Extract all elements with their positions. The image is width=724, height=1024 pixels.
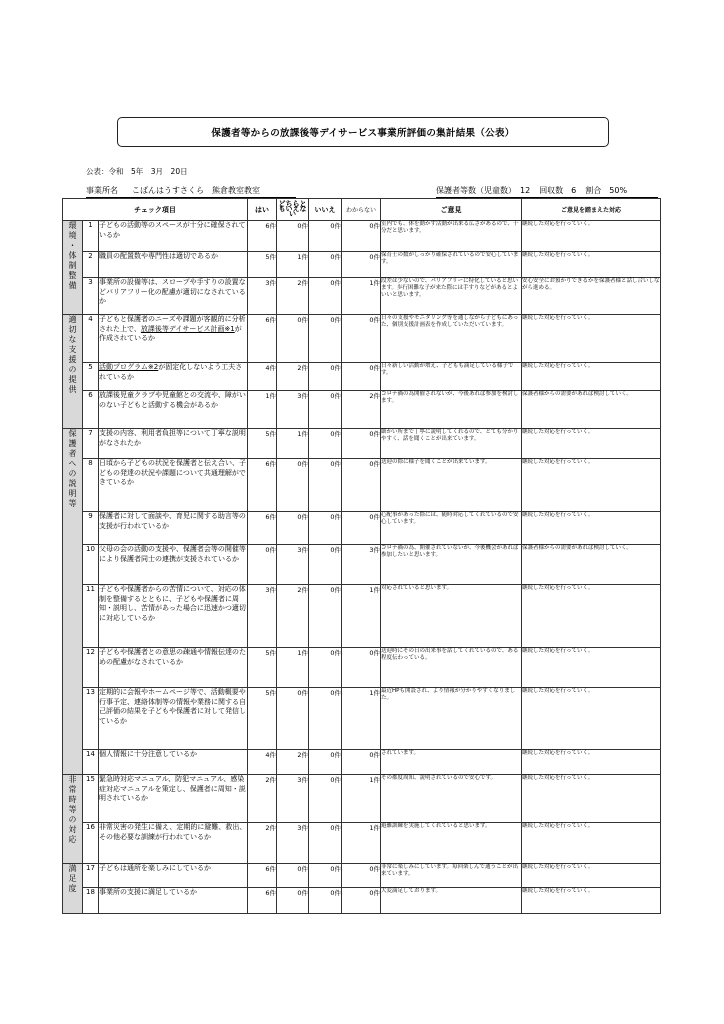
check-item: 職員の配置数や専門性は適切であるか xyxy=(99,252,248,278)
count-no: 0件 xyxy=(309,823,342,864)
count-yes: 5件 xyxy=(248,688,277,750)
header-opinion: ご意見 xyxy=(381,199,522,221)
count-no: 0件 xyxy=(309,221,342,252)
check-item: 子どもは通所を楽しみにしているか xyxy=(99,864,248,888)
opinion-text: されています。 xyxy=(381,750,522,775)
category-emergency: 非常時等の対応 xyxy=(63,775,83,864)
row-number: 8 xyxy=(83,459,99,512)
count-unknown: 0件 xyxy=(342,512,381,545)
count-neither: 3件 xyxy=(277,391,309,429)
count-no: 0件 xyxy=(309,648,342,688)
opinion-text: その都度周知、説明されているので安心です。 xyxy=(381,775,522,823)
table-row xyxy=(63,363,661,391)
row-number: 15 xyxy=(83,775,99,823)
category-satisfaction: 満足度 xyxy=(63,864,83,914)
opinion-text: 室内でも、体を動かす活動が出来る広さがあるので、十分だと思います。 xyxy=(381,221,522,252)
count-yes: 6件 xyxy=(248,888,277,914)
count-neither: 2件 xyxy=(277,363,309,391)
table-row xyxy=(63,252,661,278)
category-environment: 環境・体制整備 xyxy=(63,221,83,315)
count-neither: 2件 xyxy=(277,585,309,648)
count-neither: 0件 xyxy=(277,315,309,363)
count-yes: 6件 xyxy=(248,221,277,252)
count-unknown: 0件 xyxy=(342,648,381,688)
response-text: 継続した対応を行っていく。 xyxy=(522,750,661,775)
count-unknown: 0件 xyxy=(342,252,381,278)
count-unknown: 0件 xyxy=(342,888,381,914)
response-text: 継続した対応を行っていく。 xyxy=(522,823,661,864)
row-number: 12 xyxy=(83,648,99,688)
count-unknown: 0件 xyxy=(342,864,381,888)
opinion-text: 段差は少ないので、バリアフリーに特化していると思います。歩行困難な子が来た際には手すりなどがあるとよいいと思います。 xyxy=(381,278,522,315)
evaluation-table xyxy=(62,198,661,914)
opinion-text: 送迎の際に様子を聞くことが出来ています。 xyxy=(381,459,522,512)
opinion-text: 対応されていると思います。 xyxy=(381,585,522,648)
facility-label: 事業所名 xyxy=(86,186,118,195)
check-item: 子どもの活動等のスペースが十分に確保されているか xyxy=(99,221,248,252)
response-text: 継続した対応を行っていく。 xyxy=(522,429,661,459)
table-row xyxy=(63,823,661,864)
count-unknown: 0件 xyxy=(342,459,381,512)
row-number: 9 xyxy=(83,512,99,545)
count-neither: 2件 xyxy=(277,750,309,775)
table-row xyxy=(63,278,661,315)
row-number: 5 xyxy=(83,363,99,391)
response-text: 保護者様からの需要があれば検討していく。 xyxy=(522,391,661,429)
count-yes: 1件 xyxy=(248,391,277,429)
row-number: 14 xyxy=(83,750,99,775)
count-yes: 5件 xyxy=(248,429,277,459)
table-row xyxy=(63,391,661,429)
response-text: 保護者様からの需要があれば検討していく。 xyxy=(522,545,661,585)
table-row xyxy=(63,775,661,823)
check-item: 定期的に会報やホームページ等で、活動概要や行事予定、連絡体制等の情報や業務に関する自己評価の結果を子どもや保護者に対して発信しているか xyxy=(99,688,248,750)
table-row xyxy=(63,459,661,512)
count-yes: 5件 xyxy=(248,648,277,688)
table-row xyxy=(63,429,661,459)
count-no: 0件 xyxy=(309,585,342,648)
count-no: 0件 xyxy=(309,888,342,914)
count-neither: 3件 xyxy=(277,823,309,864)
table-row xyxy=(63,648,661,688)
check-item: 支援の内容、利用者負担等について丁寧な説明がなされたか xyxy=(99,429,248,459)
check-item: 保護者に対して面談や、育児に関する助言等の支援が行われているか xyxy=(99,512,248,545)
check-item: 事業所の支援に満足しているか xyxy=(99,888,248,914)
count-no: 0件 xyxy=(309,315,342,363)
count-neither: 0件 xyxy=(277,512,309,545)
response-text: 継続した対応を行っていく。 xyxy=(522,888,661,914)
count-yes: 6件 xyxy=(248,459,277,512)
check-item: 非常災害の発生に備え、定期的に避難、救出、その他必要な訓練が行われているか xyxy=(99,823,248,864)
count-neither: 3件 xyxy=(277,775,309,823)
response-text: 継続した対応を行っていく。 xyxy=(522,775,661,823)
count-neither: 0件 xyxy=(277,221,309,252)
count-unknown: 2件 xyxy=(342,391,381,429)
check-item: 放課後児童クラブや児童館との交流や、障がいのない子どもと活動する機会があるか xyxy=(99,391,248,429)
count-yes: 0件 xyxy=(248,545,277,585)
count-neither: 1件 xyxy=(277,429,309,459)
table-row xyxy=(63,221,661,252)
count-yes: 4件 xyxy=(248,750,277,775)
table-row xyxy=(63,585,661,648)
check-item: 緊急時対応マニュアル、防犯マニュアル、感染症対応マニュアルを策定し、保護者に周知・説明されているか xyxy=(99,775,248,823)
count-yes: 6件 xyxy=(248,512,277,545)
count-neither: 0件 xyxy=(277,459,309,512)
row-number: 1 xyxy=(83,221,99,252)
count-neither: 0件 xyxy=(277,688,309,750)
response-text: 継続した対応を行っていく。 xyxy=(522,648,661,688)
response-text: 継続した対応を行っていく。 xyxy=(522,459,661,512)
check-item: 日頃から子どもの状況を保護者と伝え合い、子どもの発達の状況や課題について共通理解ができているか xyxy=(99,459,248,512)
response-text: 継続した対応を行っていく。 xyxy=(522,585,661,648)
table-row xyxy=(63,688,661,750)
count-no: 0件 xyxy=(309,750,342,775)
count-yes: 3件 xyxy=(248,585,277,648)
count-neither: 1件 xyxy=(277,648,309,688)
row-number: 7 xyxy=(83,429,99,459)
opinion-text: 日々新しい活動が増え、子どもも満足している様子です。 xyxy=(381,363,522,391)
count-yes: 2件 xyxy=(248,775,277,823)
check-item: 個人情報に十分注意しているか xyxy=(99,750,248,775)
count-unknown: 0件 xyxy=(342,315,381,363)
summary-line xyxy=(436,185,658,198)
count-no: 0件 xyxy=(309,459,342,512)
response-text: 継続した対応を行っていく。 xyxy=(522,221,661,252)
count-unknown: 3件 xyxy=(342,545,381,585)
header-no: いいえ xyxy=(309,199,342,221)
check-item: 子どもや保護者からの苦情について、対応の体制を整備するとともに、子どもや保護者に周知・説明し、苦情があった場合に迅速かつ適切に対応しているか xyxy=(99,585,248,648)
publication-date: 公表：令和 5年 3月 20日 xyxy=(86,167,188,176)
count-unknown: 1件 xyxy=(342,278,381,315)
count-unknown: 1件 xyxy=(342,775,381,823)
count-no: 0件 xyxy=(309,429,342,459)
table-row xyxy=(63,864,661,888)
table-row xyxy=(63,315,661,363)
response-text: 継続した対応を行っていく。 xyxy=(522,315,661,363)
opinion-text: 保育士の数がしっかり確保されているので安心しています。 xyxy=(381,252,522,278)
response-rate: 割合 50% xyxy=(585,186,628,195)
response-text: 継続した対応を行っていく。 xyxy=(522,363,661,391)
response-text: 継続した対応を行っていく。 xyxy=(522,688,661,750)
collected-count: 回収数 6 xyxy=(539,186,577,195)
row-number: 16 xyxy=(83,823,99,864)
count-unknown: 1件 xyxy=(342,688,381,750)
count-yes: 6件 xyxy=(248,864,277,888)
count-no: 0件 xyxy=(309,688,342,750)
count-no: 0件 xyxy=(309,252,342,278)
table-row xyxy=(63,750,661,775)
check-item: 子どもや保護者との意思の疎通や情報伝達のための配慮がなされているか xyxy=(99,648,248,688)
opinion-text: 避難訓練を実施してくれていると思います。 xyxy=(381,823,522,864)
row-number: 11 xyxy=(83,585,99,648)
table-row xyxy=(63,545,661,585)
header-unknown: わからない xyxy=(342,199,381,221)
opinion-text: コロナ禍の為、開催されていないが、今後機会があれば参加したいと思います。 xyxy=(381,545,522,585)
header-neither: どちらともいえない xyxy=(277,199,309,221)
row-number: 18 xyxy=(83,888,99,914)
opinion-text: 心配事があった際には、随時対応してくれているので安心しています。 xyxy=(381,512,522,545)
row-number: 10 xyxy=(83,545,99,585)
page-title: 保護者等からの放課後等デイサービス事業所評価の集計結果（公表） xyxy=(117,117,609,147)
count-neither: 0件 xyxy=(277,864,309,888)
opinion-text: コロナ禍の為開催されないが、今後あれば参加を検討します。 xyxy=(381,391,522,429)
row-number: 17 xyxy=(83,864,99,888)
count-no: 0件 xyxy=(309,864,342,888)
row-number: 6 xyxy=(83,391,99,429)
opinion-text: 最近HPも開設され、より情報が分かりやすくなりました。 xyxy=(381,688,522,750)
table-header-row xyxy=(63,199,661,221)
count-no: 0件 xyxy=(309,278,342,315)
count-no: 0件 xyxy=(309,363,342,391)
table-row xyxy=(63,888,661,914)
response-text: 継続した対応を行っていく。 xyxy=(522,864,661,888)
opinion-text: 非常に楽しみにしています。毎回楽しんで通うことが出来ています。 xyxy=(381,864,522,888)
count-no: 0件 xyxy=(309,775,342,823)
count-no: 0件 xyxy=(309,512,342,545)
table-row xyxy=(63,512,661,545)
count-yes: 4件 xyxy=(248,363,277,391)
count-yes: 5件 xyxy=(248,252,277,278)
count-unknown: 1件 xyxy=(342,823,381,864)
count-unknown: 1件 xyxy=(342,585,381,648)
response-text: 継続した対応を行っていく。 xyxy=(522,252,661,278)
count-unknown: 0件 xyxy=(342,750,381,775)
count-unknown: 0件 xyxy=(342,363,381,391)
count-yes: 6件 xyxy=(248,315,277,363)
header-check-item: チェック項目 xyxy=(63,199,248,221)
check-item: 子どもと保護者のニーズや課題が客観的に分析された上で、放課後等デイサービス計画※1が作成されているか xyxy=(99,315,248,363)
row-number: 13 xyxy=(83,688,99,750)
count-unknown: 0件 xyxy=(342,429,381,459)
count-yes: 2件 xyxy=(248,823,277,864)
row-number: 3 xyxy=(83,278,99,315)
category-explanation: 保護者への説明等 xyxy=(63,429,83,775)
row-number: 4 xyxy=(83,315,99,363)
count-no: 0件 xyxy=(309,391,342,429)
check-item: 父母の会の活動の支援や、保護者会等の開催等により保護者同士の連携が支援されているか xyxy=(99,545,248,585)
header-yes: はい xyxy=(248,199,277,221)
opinion-text: 送迎時にその日の出来事を話してくれているので、ある程度伝わっている。 xyxy=(381,648,522,688)
category-support: 適切な支援の提供 xyxy=(63,315,83,429)
opinion-text: 大変満足しております。 xyxy=(381,888,522,914)
count-neither: 3件 xyxy=(277,545,309,585)
response-text: 継続した対応を行っていく。 xyxy=(522,512,661,545)
count-unknown: 0件 xyxy=(342,221,381,252)
opinion-text: 日々の支援やモニタリング等を通しながら子どもにあった、個別支援計画表を作成していただいています。 xyxy=(381,315,522,363)
facility-name: こばんはうすさくら 熊倉教室教室 xyxy=(132,186,260,195)
response-text: 安心安全にお預かりできるかを保護者様と話し合いしながら進める。 xyxy=(522,278,661,315)
check-item: 活動プログラム※2が固定化しないよう工夫されているか xyxy=(99,363,248,391)
check-item: 事業所の設備等は、スロープや手すりの設置などバリアフリー化の配慮が適切になされているか xyxy=(99,278,248,315)
header-response: ご意見を踏まえた対応 xyxy=(522,199,661,221)
guardian-count: 保護者等数（児童数） 12 xyxy=(436,186,531,195)
count-no: 0件 xyxy=(309,545,342,585)
row-number: 2 xyxy=(83,252,99,278)
count-yes: 3件 xyxy=(248,278,277,315)
facility-line xyxy=(86,185,296,198)
count-neither: 1件 xyxy=(277,252,309,278)
count-neither: 2件 xyxy=(277,278,309,315)
count-neither: 0件 xyxy=(277,888,309,914)
opinion-text: 細かい所まで丁寧に説明してくれるので、とても分かりやすく、話を聞くことが出来ています。 xyxy=(381,429,522,459)
